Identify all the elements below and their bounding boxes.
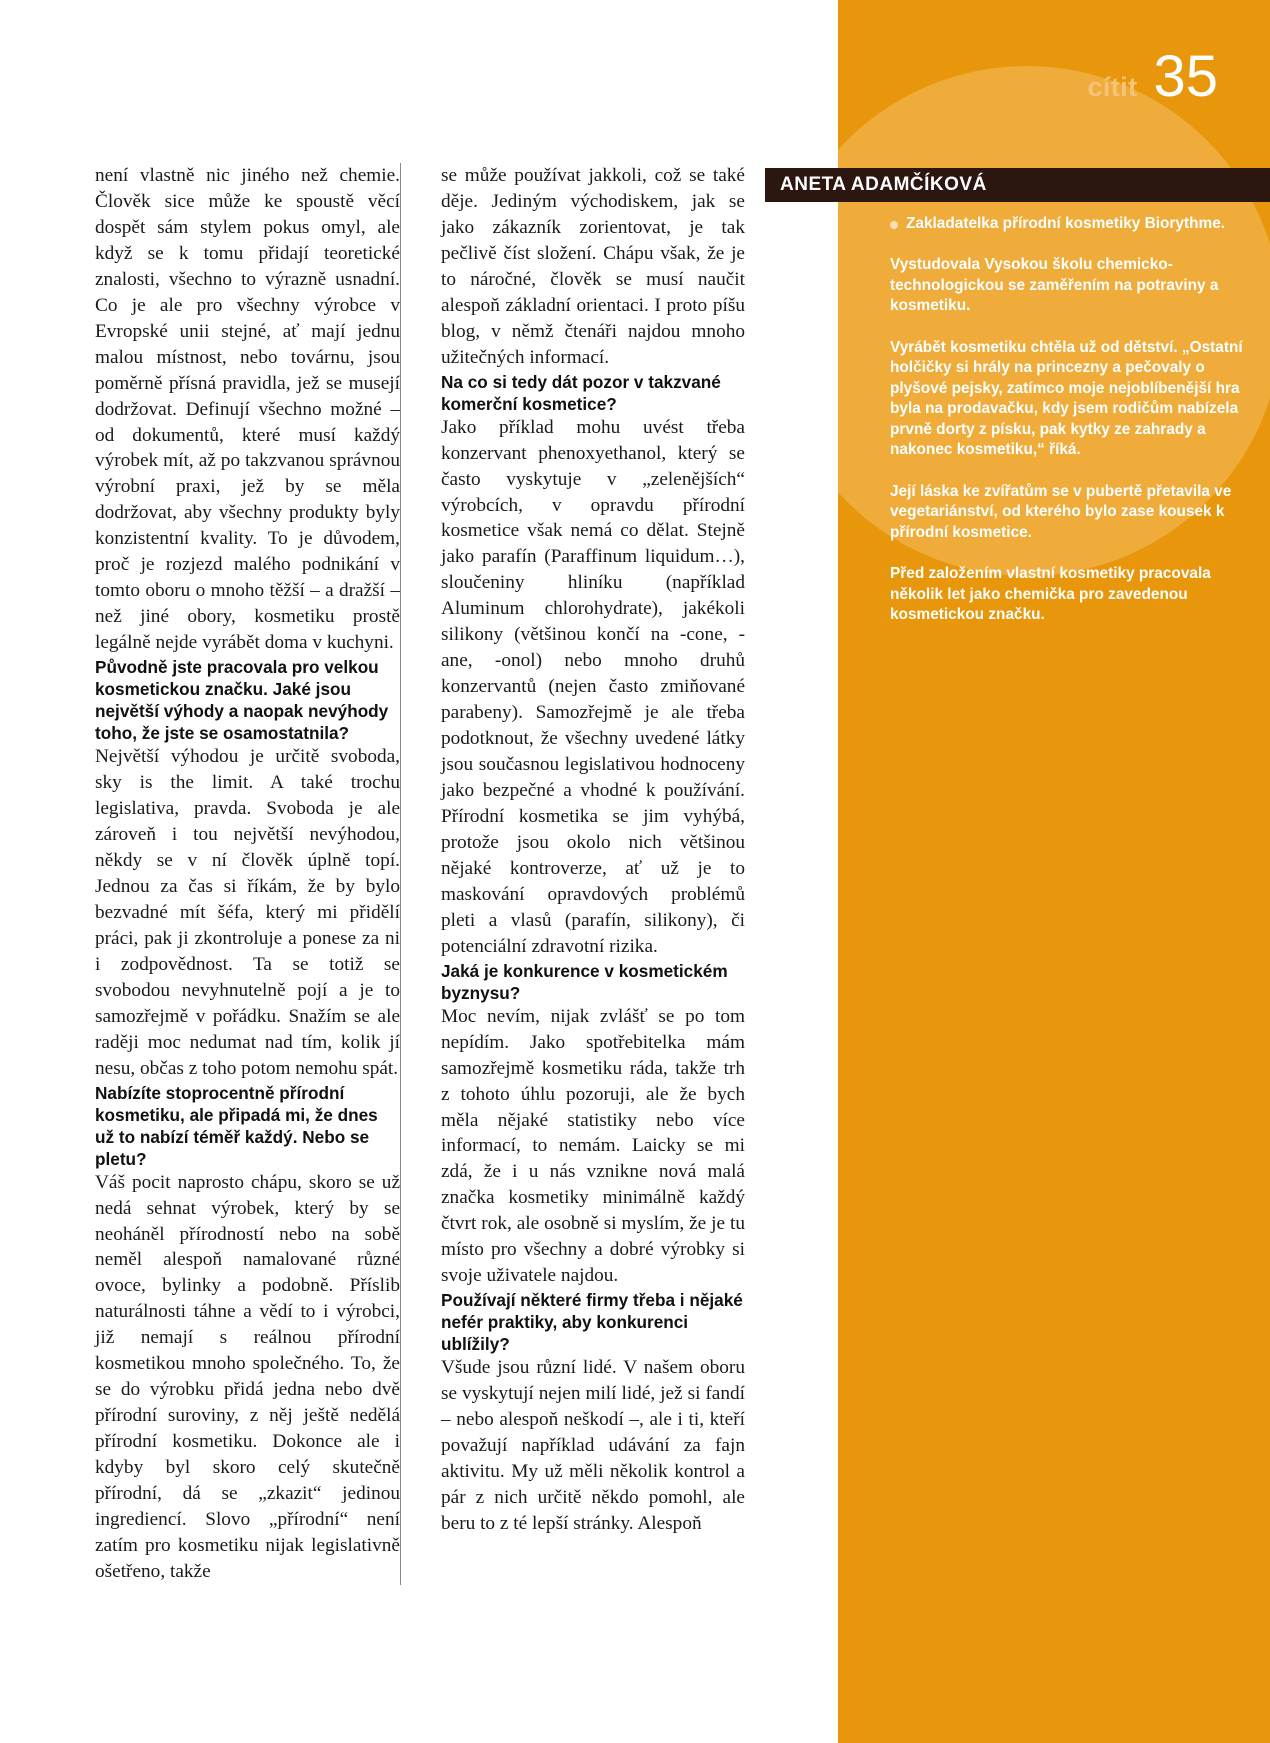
interview-answer: Jako příklad mohu uvést třeba konzervant phenoxyethanol, který se často vyskytuje v „zelenějších“ výrobcích, v opravdu přírodní kosmetice však nemá co dělat. Stejně jako parafín (Paraffinum liquidum…), sloučeniny hliníku (například Aluminum chlorohydrate), jakékoli silikony (většinou končí na -cone, -ane, -onol) nebo mnoho druhů konzervantů (nejen často zmiňované parabeny). Samozřejmě je ale třeba podotknout, že všechny uvedené látky jsou současnou legislativou hodnoceny jako bezpečné a vhodné k používání. Přírodní kosmetika se jim vyhýbá, protože jsou okolo nich většinou nějaké kontroverze, ať už je to maskování opravdových problémů pleti a vlasů (parafín, silikony), či potenciální zdravotní rizika. xyxy=(441,416,745,957)
bio-block-text: Její láska ke zvířatům se v pubertě přetavila ve vegetariánství, od kterého bylo zase kousek k přírodní kosmetice. xyxy=(890,482,1232,541)
text-column-right xyxy=(400,163,745,1585)
bio-block xyxy=(890,338,1252,461)
text-column-left xyxy=(95,163,400,1585)
interview-answer: není vlastně nic jiného než chemie. Člověk sice může ke spoustě věcí dospět sám stylem pokus omyl, ale když se k tomu přidají teoretické znalosti, všechno to výrazně usnadní. Co je ale pro všechny výrobce v Evropské unii stejné, ať mají jednu malou místnost, nebo továrnu, jsou poměrně přísná pravidla, jež se musejí dodržovat. Definují všechno možné – od dokumentů, které musí každý výrobek mít, až po takzvanou správnou výrobní praxi, jež by se měla dodržovat, aby všechny produkty byly konzistentní kvality. To je důvodem, proč je rozjezd malého podnikání v tomto oboru o mnoho těžší – a dražší – než jiné obory, kosmetiku prostě legálně nejde vyrábět doma v kuchyni. xyxy=(95,165,400,654)
bio-block-text: Před založením vlastní kosmetiky pracovala několik let jako chemička pro zavedenou kosmetickou značku. xyxy=(890,565,1211,624)
bullet-dot-icon xyxy=(890,221,898,229)
bio-block-text: Vyrábět kosmetiku chtěla už od dětství. „Ostatní holčičky si hrály na princezny a pečovaly o plyšové pejsky, zatímco moje nejoblíbenější hra byla na prodavačku, kdy jsem rodičům nabízela prvně dorty z písku, pak kytky ze zahrady a nakonec kosmetiku,“ říká. xyxy=(890,338,1243,459)
interview-question: Původně jste pracovala pro velkou kosmetickou značku. Jaké jsou největší výhody a naopak nevýhody toho, že jste se osamostatnila? xyxy=(95,657,389,744)
bio-block-text: Vystudovala Vysokou školu chemicko-technologickou se zaměřením na potraviny a kosmetiku. xyxy=(890,256,1219,315)
interview-question: Jaká je konkurence v kosmetickém byznysu? xyxy=(441,960,728,1003)
interview-question: Nabízíte stoprocentně přírodní kosmetiku, ale připadá mi, že dnes už to nabízí téměř každý. Nebo se pletu? xyxy=(95,1082,378,1169)
page-number: 35 xyxy=(1153,44,1218,109)
page-header xyxy=(838,44,1270,118)
bio-block xyxy=(890,564,1252,625)
article-body xyxy=(95,163,745,1585)
interviewee-name-banner xyxy=(765,168,1270,202)
interview-question: Používají některé firmy třeba i nějaké nefér praktiky, aby konkurenci ublížily? xyxy=(441,1290,743,1355)
bio-block-text: Zakladatelka přírodní kosmetiky Biorythme. xyxy=(906,215,1226,232)
interview-answer: Váš pocit naprosto chápu, skoro se už nedá sehnat výrobek, který by se neoháněl přírodností nebo na sobě neměl alespoň namalované různé ovoce, bylinky a podobně. Příslib naturálnosti táhne a vědí to i výrobci, již nemají s reálnou přírodní kosmetikou mnoho společného. To, že se do výrobku přidá jedna nebo dvě přírodní suroviny, z něj ještě nedělá přírodní kosmetiku. Dokonce ale i kdyby byl skoro celý skutečně přírodní, dá se „zkazit“ jedinou ingrediencí. Slovo „přírodní“ není zatím pro kosmetiku nijak legislativně ošetřeno, takže xyxy=(95,1171,400,1582)
sidebar-bio-list xyxy=(838,206,1270,647)
interview-question: Na co si tedy dát pozor v takzvané komerční kosmetice? xyxy=(441,371,721,414)
interviewee-name: ANETA ADAMČÍKOVÁ xyxy=(780,174,987,195)
bio-block xyxy=(890,482,1252,543)
bio-block xyxy=(890,255,1252,316)
interview-answer: se může používat jakkoli, což se také děje. Jediným východiskem, jak se jako zákazník zorientovat, je tak pečlivě číst složení. Chápu však, že je to náročné, člověk se musí naučit alespoň základní orientaci. I proto píšu blog, v němž čtenáři najdou mnoho užitečných informací. xyxy=(441,165,745,368)
interview-answer: Moc nevím, nijak zvlášť se po tom nepídím. Jako spotřebitelka mám samozřejmě kosmetiku ráda, takže trh z tohoto úhlu pozoruji, ale že bych měla nějaké statistiky nebo více informací, to nemám. Laicky se mi zdá, že i u nás vznikne nová malá značka kosmetiky minimálně každý čtvrt rok, ale osobně si myslím, že je tu místo pro všechny a dobré výrobky si svoje uživatele najdou. xyxy=(441,1005,745,1287)
interview-answer: Největší výhodou je určitě svoboda, sky is the limit. A také trochu legislativa, pravda. Svoboda je ale zároveň i tou největší nevýhodou, někdy se v ní člověk úplně topí. Jednou za čas si říkám, že by bylo bezvadné mít šéfa, který mi přidělí práci, pak ji zkontroluje a ponese za ni i zodpovědnost. Ta se totiž se svobodou nevyhnutelně pojí a je to samozřejmě v pořádku. Snažím se ale raději moc nedumat nad tím, kolik jí nesu, občas z toho potom nemohu spát. xyxy=(95,746,400,1079)
header-section-word: cítit xyxy=(1087,72,1138,102)
bio-block xyxy=(890,214,1252,234)
interview-answer: Všude jsou různí lidé. V našem oboru se vyskytují nejen milí lidé, jež si fandí – nebo alespoň neškodí –, ale i ti, kteří považují například udávání za fajn aktivitu. My už měli několik kontrol a pár z nich určitě někdo pomohl, ale beru to z té lepší stránky. Alespoň xyxy=(441,1357,745,1534)
